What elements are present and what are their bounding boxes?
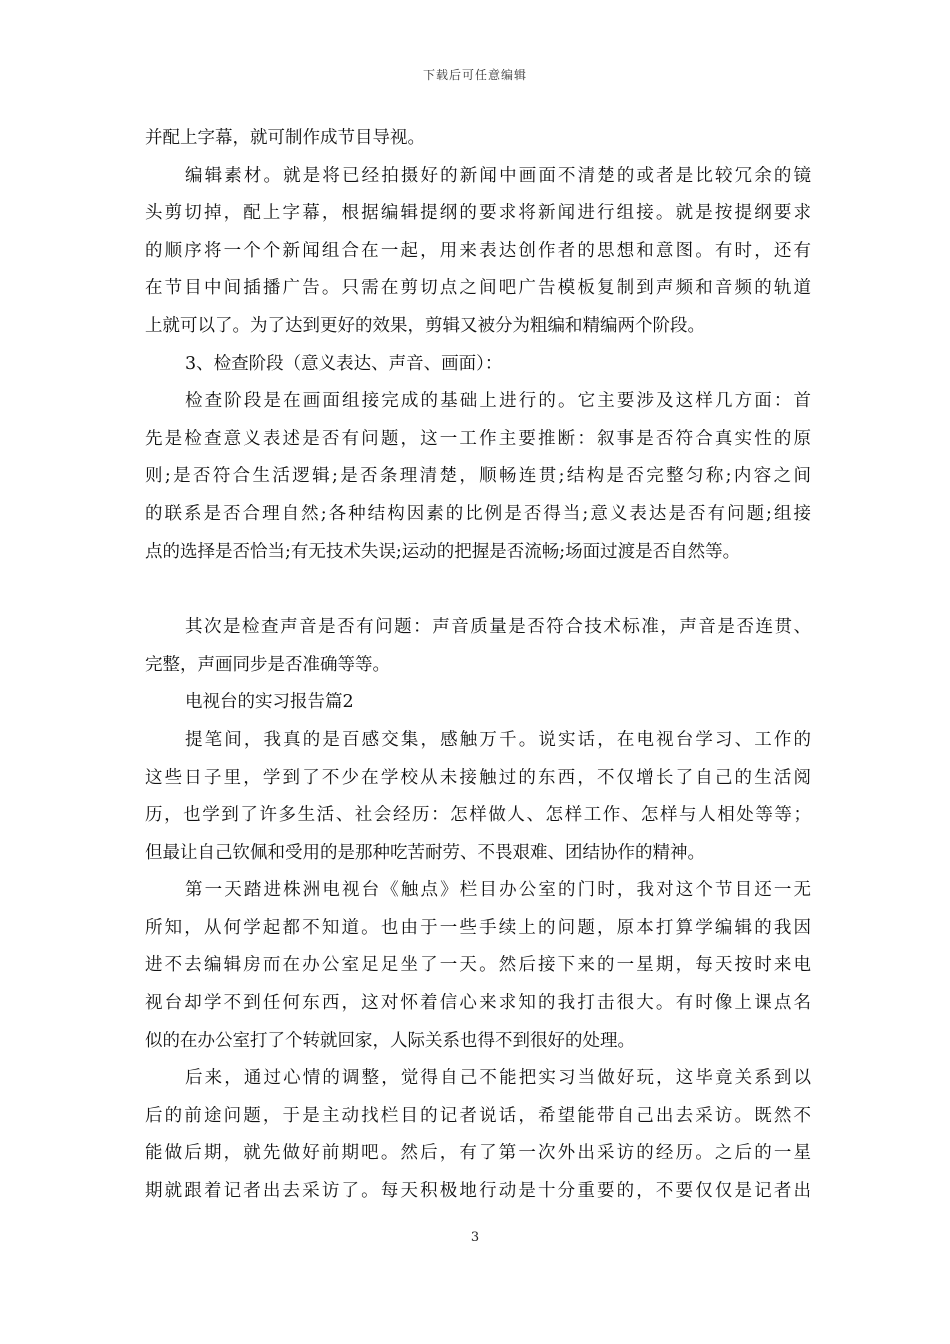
text-line: 似的在办公室打了个转就回家，人际关系也得不到很好的处理。: [145, 1030, 635, 1051]
text-line: 历，也学到了许多生活、社会经历：怎样做人、怎样工作、怎样与人相处等等；: [145, 805, 811, 826]
page-header: 下载后可任意编辑: [422, 68, 527, 82]
section-heading: 3、检查阶段（意义表达、声音、画面）：: [185, 353, 503, 374]
text-line: 能做后期，就先做好前期吧。然后，有了第一次外出采访的经历。之后的一星: [145, 1143, 811, 1164]
text-line: 期就跟着记者出去采访了。每天积极地行动是十分重要的，不要仅仅是记者出: [145, 1181, 811, 1202]
text-line: 后来，通过心情的调整，觉得自己不能把实习当做好玩，这毕竟关系到以: [185, 1068, 811, 1089]
text-line: 点的选择是否恰当;有无技术失误;运动的把握是否流畅;场面过渡是否自然等。: [145, 541, 741, 562]
text-line: 完整，声画同步是否准确等等。: [145, 654, 390, 675]
text-line: 先是检查意义表述是否有问题，这一工作主要推断：叙事是否符合真实性的原: [145, 428, 811, 449]
text-line: 其次是检查声音是否有问题：声音质量是否符合技术标准，声音是否连贯、: [185, 617, 811, 638]
section-title: 电视台的实习报告篇2: [185, 692, 354, 713]
text-line: 检查阶段是在画面组接完成的基础上进行的。它主要涉及这样几方面：首: [185, 391, 811, 412]
text-line: 进不去编辑房而在办公室足足坐了一天。然后接下来的一星期，每天按时来电: [145, 955, 811, 976]
text-line: 的联系是否合理自然;各种结构因素的比例是否得当;意义表达是否有问题;组接: [145, 503, 811, 524]
text-line: 所知，从何学起都不知道。也由于一些手续上的问题，原本打算学编辑的我因: [145, 917, 811, 938]
text-line: 的顺序将一个个新闻组合在一起，用来表达创作者的思想和意图。有时，还有: [145, 240, 811, 261]
text-line: 后的前途问题，于是主动找栏目的记者说话，希望能带自己出去采访。既然不: [145, 1105, 811, 1126]
document-body: [145, 120, 811, 1211]
text-line: 并配上字幕，就可制作成节目导视。: [145, 128, 425, 148]
text-line: 在节目中间插播广告。只需在剪切点之间吧广告模板复制到声频和音频的轨道: [145, 278, 811, 299]
text-line: 这些日子里，学到了不少在学校从未接触过的东西，不仅增长了自己的生活阅: [145, 767, 811, 788]
paragraph-gap: [145, 571, 811, 609]
text-line: 第一天踏进株洲电视台《触点》栏目办公室的门时，我对这个节目还一无: [185, 880, 811, 901]
page-number: 3: [470, 1230, 480, 1245]
text-line: 上就可以了。为了达到更好的效果，剪辑又被分为粗编和精编两个阶段。: [145, 315, 705, 336]
text-line: 编辑素材。就是将已经拍摄好的新闻中画面不清楚的或者是比较冗余的镜: [185, 165, 811, 186]
text-line: 头剪切掉，配上字幕，根据编辑提纲的要求将新闻进行组接。就是按提纲要求: [145, 203, 811, 224]
text-line: 则;是否符合生活逻辑;是否条理清楚，顺畅连贯;结构是否完整匀称;内容之间: [145, 466, 811, 487]
text-line: 提笔间，我真的是百感交集，感触万千。说实话，在电视台学习、工作的: [185, 729, 811, 750]
text-line: 视台却学不到任何东西，这对怀着信心来求知的我打击很大。有时像上课点名: [145, 993, 811, 1014]
text-line: 但最让自己钦佩和受用的是那种吃苦耐劳、不畏艰难、团结协作的精神。: [145, 842, 705, 863]
